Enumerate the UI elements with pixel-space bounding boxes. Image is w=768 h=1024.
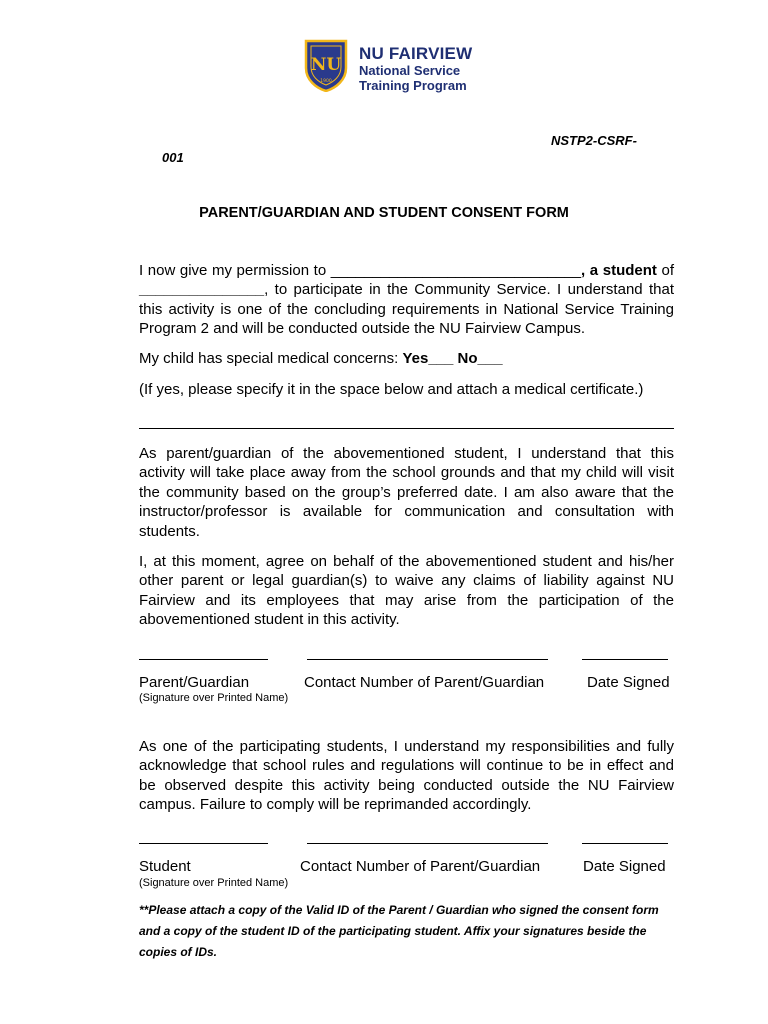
nu-shield-logo xyxy=(304,38,348,92)
student-date-label: Date Signed xyxy=(583,858,666,875)
form-code-part1: NSTP2-CSRF- xyxy=(551,133,637,148)
brand-name: NU FAIRVIEW xyxy=(359,44,473,63)
student-label: Student xyxy=(139,858,191,875)
yes-option[interactable]: Yes___ xyxy=(402,350,454,367)
student-signature-line[interactable] xyxy=(139,843,268,844)
medical-instruction: (If yes, please specify it in the space below and attach a medical certificate.) xyxy=(139,381,644,398)
parent-signature-sublabel: (Signature over Printed Name) xyxy=(139,692,289,704)
student-responsibility-paragraph: As one of the participating students, I understand my responsibilities and fully acknowledge that school rules and regulations will continue to be in effect and be observed despite this activity being conducted outside the NU Fairview campus. Failure to comply will be reprimanded accordingly. xyxy=(139,738,674,814)
parent-date-line[interactable] xyxy=(582,659,668,660)
permission-paragraph: I now give my permission to ______________________________, a student of _______________, to participate in the Community Service. I understand that this activity is one of the concluding requirements in National Service Training Program 2 and will be conducted outside the NU Fairview Campus. xyxy=(139,262,675,338)
acknowledgement-paragraph: As parent/guardian of the abovementioned student, I understand that this activity will take place away from the school grounds and that my child will visit the community based on the group’s preferred date. I am also aware that the instructor/professor is available for communication and consultation with students. xyxy=(139,445,674,540)
logo-year: 1900 xyxy=(320,79,332,84)
parent-guardian-label: Parent/Guardian xyxy=(139,674,250,691)
program-name-line2: Training Program xyxy=(359,78,467,93)
page-title: PARENT/GUARDIAN AND STUDENT CONSENT FORM xyxy=(199,205,569,221)
medical-details-line[interactable] xyxy=(139,428,674,429)
id-attachment-note: **Please attach a copy of the Valid ID of the Parent / Guardian who signed the consent form and a copy of the student ID of the participating student. Affix your signatures beside the copies of IDs. xyxy=(139,903,659,959)
student-contact-label: Contact Number of Parent/Guardian xyxy=(300,858,541,875)
logo-letters: NU xyxy=(310,55,342,75)
parent-contact-label: Contact Number of Parent/Guardian xyxy=(304,674,545,691)
form-code-part2: 001 xyxy=(162,150,184,165)
student-name-blank[interactable]: ______________________________ xyxy=(330,262,582,279)
student-signature-sublabel: (Signature over Printed Name) xyxy=(139,877,289,889)
medical-question: My child has special medical concerns: Yes___ No___ xyxy=(139,350,503,367)
parent-date-label: Date Signed xyxy=(587,674,670,691)
no-option[interactable]: No___ xyxy=(457,350,503,367)
course-blank[interactable]: _______________ xyxy=(139,281,265,299)
parent-contact-line[interactable] xyxy=(307,659,548,660)
program-name-line1: National Service xyxy=(359,63,461,78)
waiver-paragraph: I, at this moment, agree on behalf of the abovementioned student and his/her other parent or legal guardian(s) to waive any claims of liability against NU Fairview and its employees that may arise from the participation of the abovementioned student in this activity. xyxy=(139,553,674,629)
student-date-line[interactable] xyxy=(582,843,668,844)
parent-signature-line[interactable] xyxy=(139,659,268,660)
student-contact-line[interactable] xyxy=(307,843,548,844)
